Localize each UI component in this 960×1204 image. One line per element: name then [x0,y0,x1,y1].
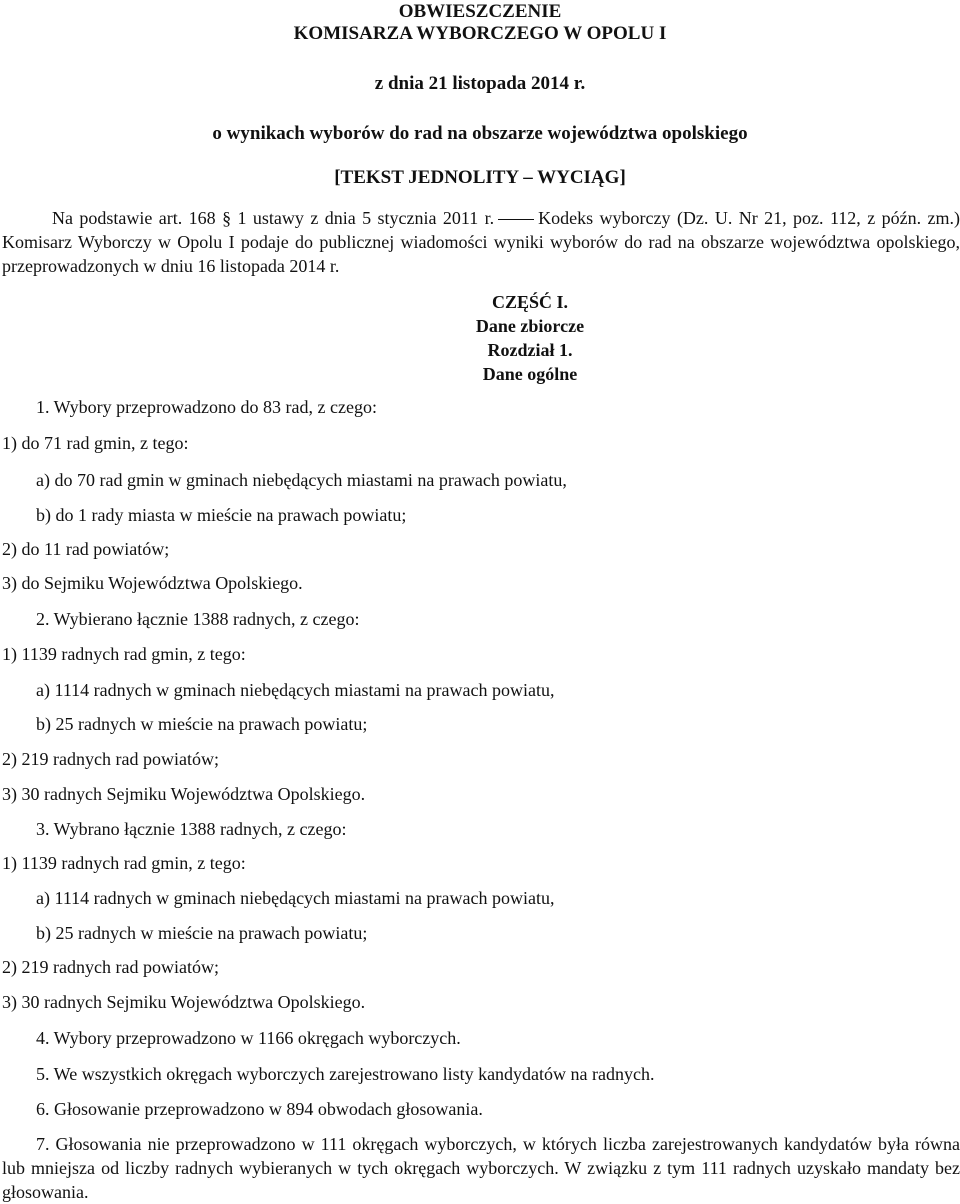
list-item: b) 25 radnych w mieście na prawach powiatu; [36,714,368,734]
part-heading: CZĘŚĆ I. [491,292,569,312]
title-line-2: KOMISARZA WYBORCZEGO W OPOLU I [293,23,667,44]
list-item: a) do 70 rad gmin w gminach niebędących miastami na prawach powiatu, [36,470,567,490]
list-item: 6. Głosowanie przeprowadzono w 894 obwodach głosowania. [36,1099,483,1119]
intro-part-a: Na podstawie art. 168 § 1 ustawy z dnia 5 stycznia 2011 r. [52,208,495,228]
chapter-title: Dane ogólne [482,364,578,384]
list-item: 5. We wszystkich okręgach wyborczych zarejestrowano listy kandydatów na radnych. [36,1064,655,1084]
intro-paragraph [2,206,960,278]
list-item: b) do 1 rady miasta w mieście na prawach powiatu; [36,505,407,525]
list-item: 2) 219 radnych rad powiatów; [2,749,219,769]
list-item: 3) do Sejmiku Województwa Opolskiego. [2,573,303,593]
chapter-heading: Rozdział 1. [487,340,573,360]
list-item: 4. Wybory przeprowadzono w 1166 okręgach wyborczych. [36,1028,461,1048]
em-dash [498,219,534,220]
list-item: a) 1114 radnych w gminach niebędących miastami na prawach powiatu, [36,680,555,700]
list-item: 2) 219 radnych rad powiatów; [2,957,219,977]
variant-line: [TEKST JEDNOLITY – WYCIĄG] [334,167,626,188]
list-item: 2. Wybierano łącznie 1388 radnych, z czego: [36,609,360,629]
list-item: 2) do 11 rad powiatów; [2,539,170,559]
date-line: z dnia 21 listopada 2014 r. [374,73,586,94]
list-item: b) 25 radnych w mieście na prawach powiatu; [36,923,368,943]
list-item: a) 1114 radnych w gminach niebędących miastami na prawach powiatu, [36,888,555,908]
list-item: 3) 30 radnych Sejmiku Województwa Opolskiego. [2,992,366,1012]
list-item: 1) do 71 rad gmin, z tego: [2,433,189,453]
last-item-paragraph: 7. Głosowania nie przeprowadzono w 111 okręgach wyborczych, w których liczba zarejestrowanych kandydatów była równa lub mniejsza od liczby radnych wybieranych w tych okręgach wyborczych. W związku z tym 111 radnych uzyskało mandaty bez głosowania. [2,1134,960,1202]
part-title: Dane zbiorcze [475,316,585,336]
list-item: 1. Wybory przeprowadzono do 83 rad, z czego: [36,397,377,417]
list-item: 1) 1139 radnych rad gmin, z tego: [2,644,246,664]
list-item: 1) 1139 radnych rad gmin, z tego: [2,853,246,873]
list-item: 3) 30 radnych Sejmiku Województwa Opolskiego. [2,784,366,804]
subject-line: o wynikach wyborów do rad na obszarze województwa opolskiego [212,123,748,144]
intro-part-b: Kodeks wyborczy (Dz. U. Nr 21, poz. 112, z późn. zm.) Komisarz Wyborczy w Opolu I podaje do publicznej wiadomości wyniki wyborów do rad na obszarze województwa opolskiego, przeprowadzonych w dniu 16 listopada 2014 r. [2,208,960,276]
list-item: 3. Wybrano łącznie 1388 radnych, z czego: [36,819,347,839]
title-line-1: OBWIESZCZENIE [398,1,562,22]
